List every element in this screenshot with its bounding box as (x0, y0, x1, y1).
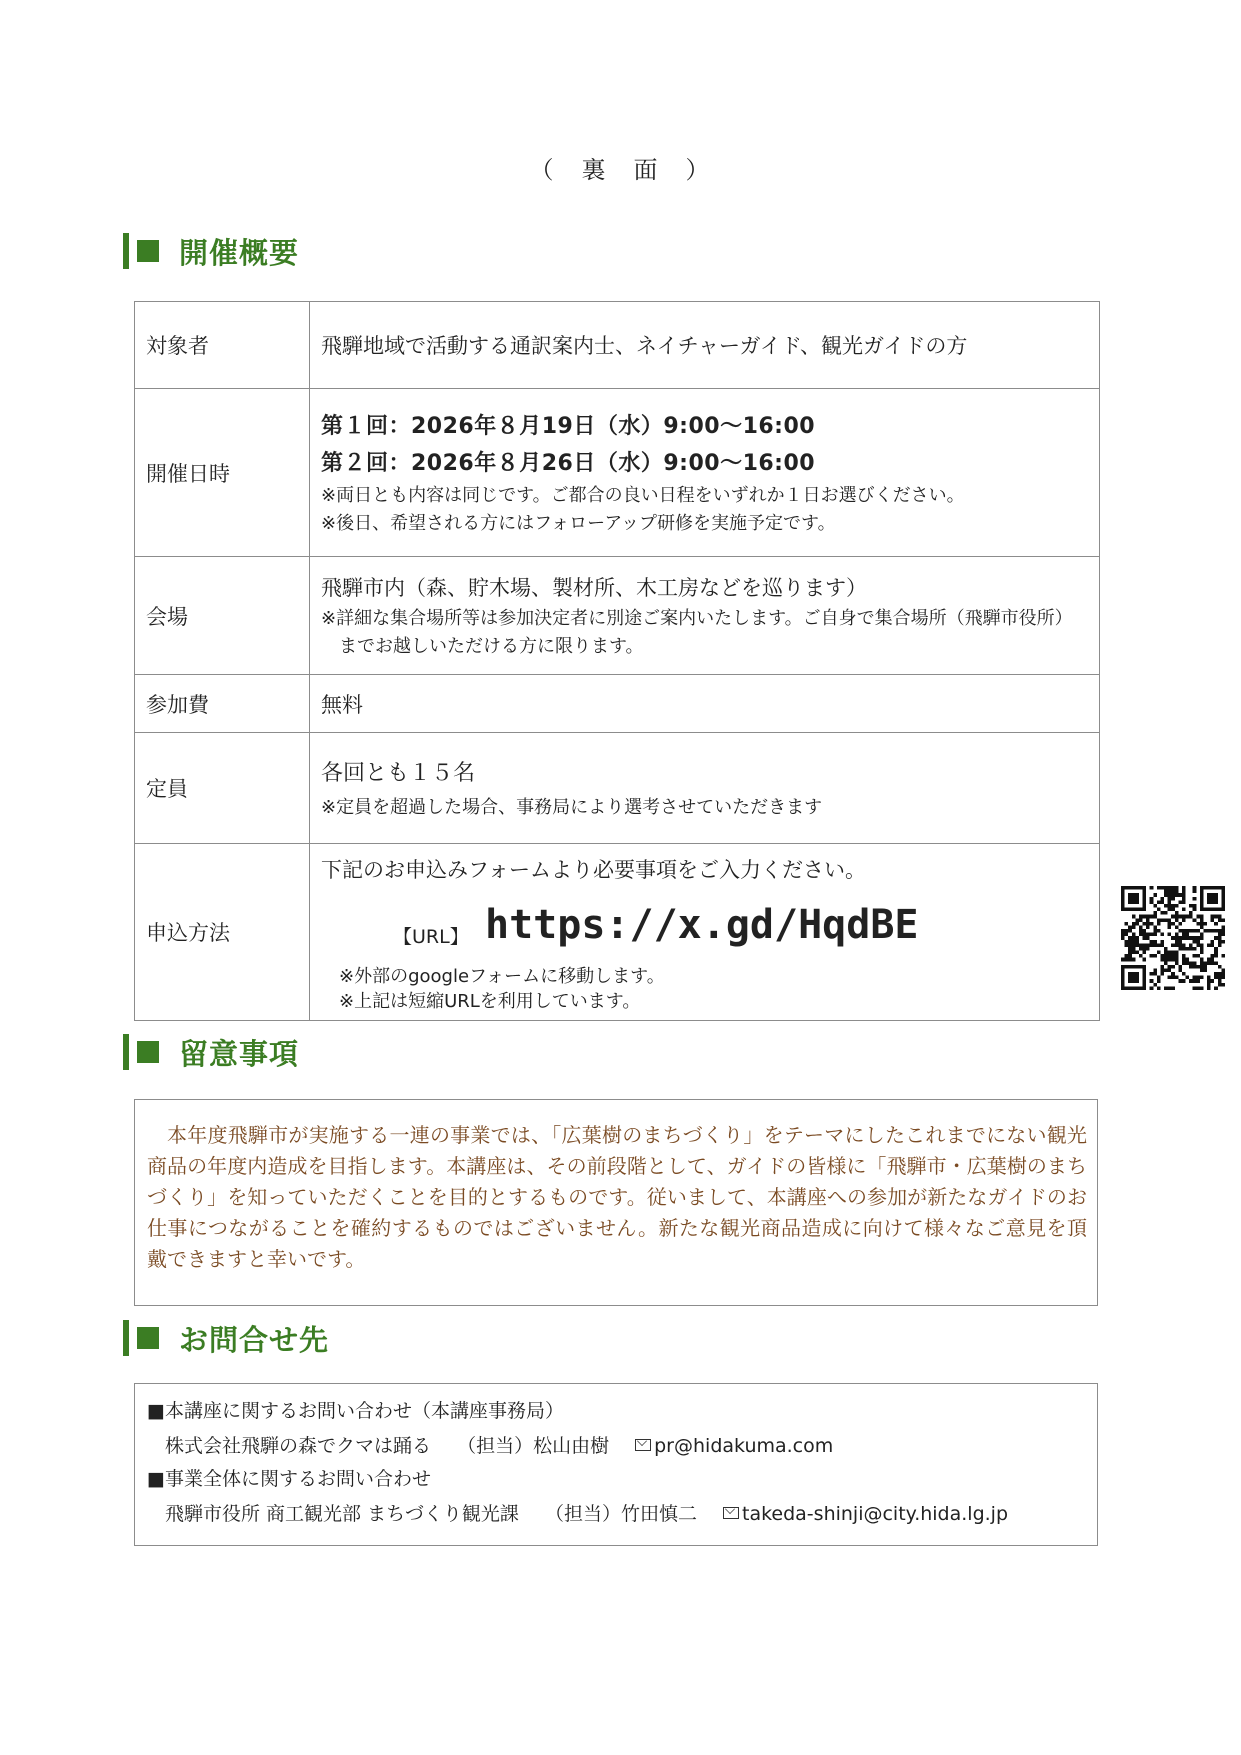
overview-heading (123, 233, 299, 269)
table-row-schedule (135, 389, 1100, 557)
schedule-session-2: 第２回：2026年８月26日（水）9:00～16:00 (321, 450, 816, 476)
venue-value: 飛騨市内（森、貯木場、製材所、木工房などを巡ります） (321, 575, 867, 600)
heading-bar (123, 1320, 129, 1356)
project-contact-detail (165, 1499, 1008, 1526)
overview-heading-text: 開催概要 (179, 235, 300, 270)
contact-heading-text: お問合せ先 (179, 1322, 330, 1357)
schedule-note-2: ※後日、希望される方にはフォローアップ研修を実施予定です。 (321, 512, 836, 534)
schedule-session-1: 第１回：2026年８月19日（水）9:00～16:00 (321, 413, 816, 439)
fee-value: 無料 (310, 675, 1100, 733)
schedule-content (310, 389, 1100, 557)
notes-heading-text: 留意事項 (179, 1036, 300, 1071)
capacity-value: 各回とも１５名 (321, 761, 476, 786)
project-org: 飛騨市役所 商工観光部 まちづくり観光課 (165, 1503, 519, 1525)
venue-note-1: ※詳細な集合場所等は参加決定者に別途ご案内いたします。ご自身で集合場所（飛騨市役所） (321, 607, 1073, 629)
target-value: 飛騨地域で活動する通訳案内士、ネイチャーガイド、観光ガイドの方 (310, 302, 1100, 389)
table-row-venue (135, 557, 1100, 675)
capacity-label: 定員 (135, 733, 310, 844)
square-bullet-icon (137, 1041, 159, 1063)
course-person: （担当）松山由樹 (457, 1435, 610, 1457)
fee-label: 参加費 (135, 675, 310, 733)
table-row-application (135, 844, 1100, 1021)
mail-icon (723, 1507, 739, 1519)
project-contact-heading: ■事業全体に関するお問い合わせ (147, 1468, 431, 1490)
overview-table (134, 301, 1100, 1021)
heading-bar (123, 233, 129, 269)
application-note-2: ※上記は短縮URLを利用しています。 (339, 991, 641, 1012)
square-bullet-icon (137, 1327, 159, 1349)
page-label: （ 裏 面 ） (529, 156, 712, 184)
application-note-1: ※外部のgoogleフォームに移動します。 (339, 966, 665, 987)
course-email-link[interactable]: pr@hidakuma.com (654, 1435, 834, 1457)
notes-heading (123, 1034, 299, 1070)
table-row-fee (135, 675, 1100, 733)
heading-bar (123, 1034, 129, 1070)
mail-icon (635, 1439, 651, 1451)
capacity-note: ※定員を超過した場合、事務局により選考させていただきます (321, 797, 823, 818)
notes-text: 本年度飛騨市が実施する一連の事業では、「広葉樹のまちづくり」をテーマにしたこれまでにない観光商品の年度内造成を目指します。本講座は、その前段階として、ガイドの皆様に「飛騨市・広葉樹のまちづくり」を知っていただくことを目的とするものです。従いまして、本講座への参加が新たなガイドのお仕事につながることを確約するものではございません。新たな観光商品造成に向けて様々なご意見を頂戴できますと幸いです。 (147, 1123, 1087, 1271)
contact-heading (123, 1320, 329, 1356)
project-email-link[interactable]: takeda-shinji@city.hida.lg.jp (742, 1503, 1009, 1525)
application-content (310, 844, 1100, 1021)
qr-code-icon[interactable] (1121, 886, 1225, 990)
project-person: （担当）竹田慎二 (544, 1503, 697, 1525)
qr-modules (1121, 886, 1225, 990)
course-org: 株式会社飛騨の森でクマは踊る (165, 1435, 432, 1457)
course-contact-detail (165, 1431, 833, 1458)
capacity-content (310, 733, 1100, 844)
venue-content (310, 557, 1100, 675)
application-url-link[interactable]: https://x.gd/HqdBE (485, 902, 919, 948)
url-tag: 【URL】 (393, 926, 469, 948)
target-label: 対象者 (135, 302, 310, 389)
table-row-target (135, 302, 1100, 389)
application-intro: 下記のお申込みフォームより必要事項をご入力ください。 (321, 858, 866, 882)
contact-box (134, 1383, 1098, 1546)
venue-label: 会場 (135, 557, 310, 675)
schedule-label: 開催日時 (135, 389, 310, 557)
table-row-capacity (135, 733, 1100, 844)
notes-box (134, 1099, 1098, 1306)
square-bullet-icon (137, 240, 159, 262)
course-contact-heading: ■本講座に関するお問い合わせ（本講座事務局） (147, 1400, 564, 1422)
venue-note-2: までお越しいただける方に限ります。 (339, 635, 644, 657)
application-label: 申込方法 (135, 844, 310, 1021)
schedule-note-1: ※両日とも内容は同じです。ご都合の良い日程をいずれか１日お選びください。 (321, 484, 965, 506)
